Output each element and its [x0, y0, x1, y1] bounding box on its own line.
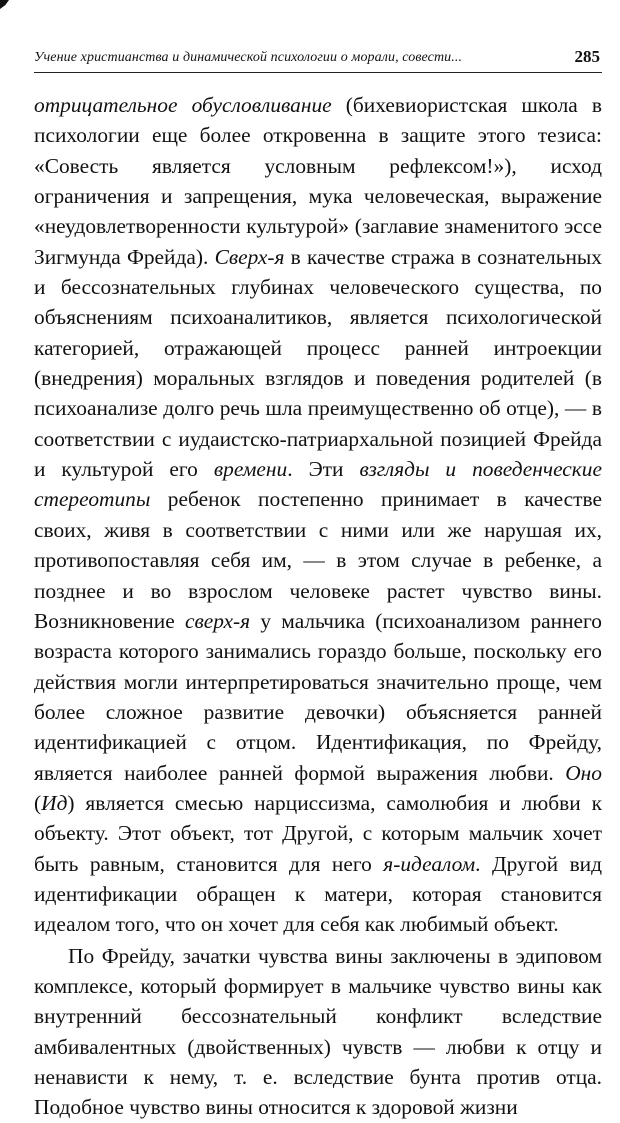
text-run: (бихевиористская школа в психологии еще более откровенна в защите этого тезиса: «Совесть является условным рефлексом!»), исход ограничения и запрещения, мука человеческая, выражение «неудовлетворенности культурой» (заглавие знаменитого эссе Зигмунда Фрейда).: [34, 93, 602, 269]
paragraph-1: [34, 90, 602, 940]
text-run: . Другой вид идентификации обращен к матери, которая становится идеалом того, что он хочет для себя как любимый объект.: [34, 851, 603, 937]
text-run: в качестве стража в сознательных и бессознательных глубинах человеческого существа, по объяснениям психоаналитиков, является психологической категорией, отражающей процесс ранней интроекции (внедрения) моральных взглядов и поведения родителей (в психоанализе долго речь шла преимущественно об отце), — в соответствии с иудаистско-патриархальной позицией Фрейда и культурой его: [34, 244, 603, 482]
text-run: ребенок постепенно принимает в качестве своих, живя в соответствии с ними или же нарушая их, противопоставляя себя им, — в этом случае в ребенке, а позднее и во взрослом человеке растет чувство вины. Возникновение: [34, 487, 602, 633]
page-number: 285: [574, 47, 600, 66]
italic-term: Сверх-я: [214, 244, 285, 269]
running-header: [34, 42, 602, 73]
italic-term: отрицательное обусловливание: [34, 93, 332, 117]
italic-term: сверх-я: [184, 608, 251, 633]
corner-scan-mark: [0, 0, 9, 9]
text-run: (: [34, 790, 42, 815]
italic-term: я-идеалом: [383, 851, 476, 876]
italic-term: Оно: [565, 760, 602, 785]
text-run: ) является смесью нарциссизма, самолюбия и любви к объекту. Этот объект, тот Другой, с которым мальчик хочет быть равным, становится для него: [34, 790, 602, 876]
text-run: у мальчика (психоанализом раннего возраста которого занимались гораздо больше, поскольку его действия могли интерпретироваться значительно проще, чем более сложное развитие девочки) объясняется ранней идентификацией с отцом. Идентификация, по Фрейду, является наиболее ранней формой выражения любви.: [34, 608, 602, 785]
paragraph-2: По Фрейду, зачатки чувства вины заключены в эдиповом комплексе, который формирует в мальчике чувство вины как внутренний бессознательный конфликт вследствие амбивалентных (двойственных) чувств — любви к отцу и ненависти к нему, т. е. вследствие бунта против отца. Подобное чувство вины относится к здоровой жизни: [34, 943, 602, 1120]
text-run: . Эти: [287, 457, 360, 482]
italic-term: времени: [213, 457, 288, 482]
italic-term: взгляды и поведенческие стереотипы: [34, 457, 603, 512]
italic-term: Ид: [41, 790, 68, 815]
running-title: Учение христианства и динамической психологии о морали, совести...: [34, 50, 463, 65]
text-body: [34, 90, 602, 1123]
